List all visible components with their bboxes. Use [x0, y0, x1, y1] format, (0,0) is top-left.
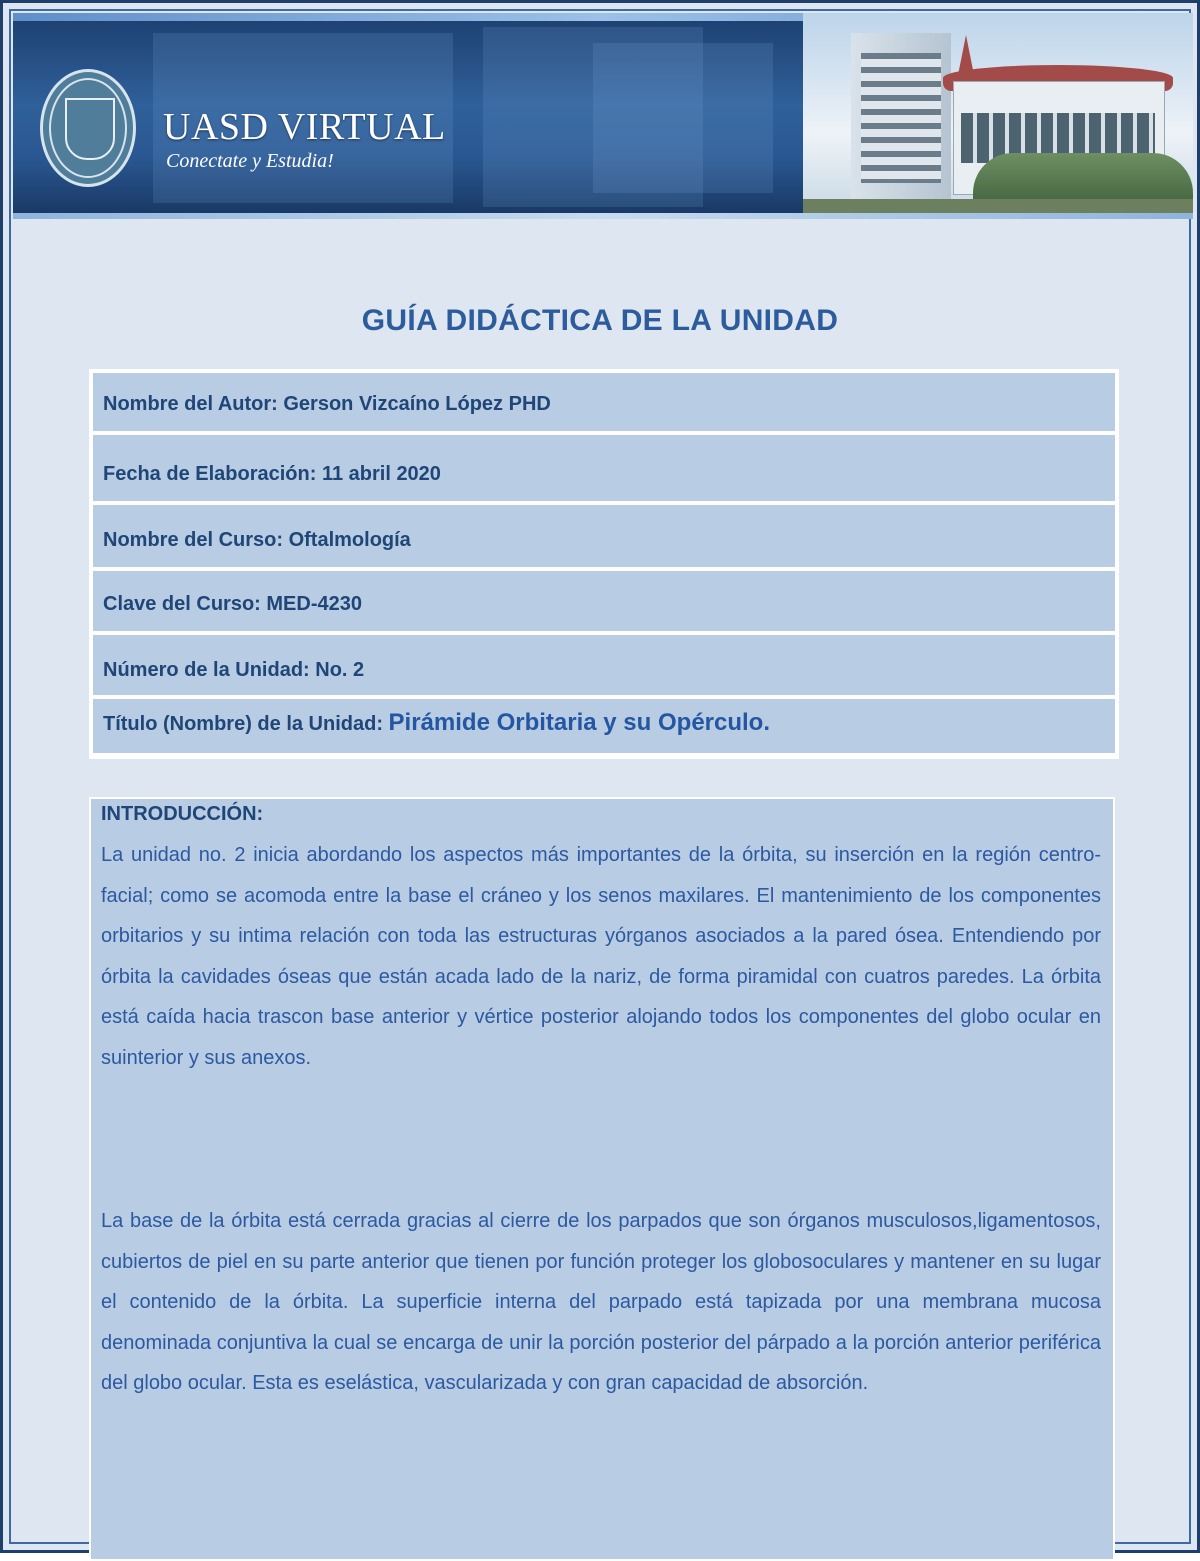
page-title: GUÍA DIDÁCTICA DE LA UNIDAD: [361, 304, 839, 337]
unit-title-value: Pirámide Orbitaria y su Opérculo.: [388, 709, 771, 736]
university-seal-icon: [40, 69, 136, 187]
unit-number-label: Número de la Unidad: No. 2: [103, 659, 365, 681]
introduction-heading: INTRODUCCIÓN:: [101, 803, 264, 825]
author-label: Nombre del Autor: Gerson Vizcaíno López PHD: [103, 393, 551, 415]
info-row-course: [93, 505, 1115, 567]
course-code-label: Clave del Curso: MED-4230: [103, 593, 362, 615]
unit-title-label: Título (Nombre) de la Unidad: Pirámide Orbitaria y su Opérculo.: [103, 709, 771, 736]
brand-title: UASD VIRTUAL: [163, 106, 446, 148]
header-banner: [13, 13, 1193, 219]
info-row-unit-title: [93, 699, 1115, 753]
date-label: Fecha de Elaboración: 11 abril 2020: [103, 463, 441, 485]
intro-paragraph-2: La base de la órbita está cerrada gracias al cierre de los parpados que son órganos musculosos,ligamentosos, cubiertos de piel en su parte anterior que tienen por función proteger los globosoculares y mantener en su lugar el contenido de la órbita. La superficie interna del parpado está tapizada por una membrana mucosa denominada conjuntiva la cual se encarga de unir la porción posterior del párpado a la porción anterior periférica del globo ocular. Esta es eselástica, vascularizada y con gran capacidad de absorción.: [101, 1210, 1101, 1395]
banner-panel: [593, 43, 773, 193]
info-row-unit-number: [93, 635, 1115, 695]
course-info-table: [89, 369, 1119, 759]
info-row-code: [93, 571, 1115, 631]
banner-bottom-strip: [13, 213, 1193, 219]
course-label: Nombre del Curso: Oftalmología: [103, 529, 411, 551]
introduction-section: [89, 797, 1115, 1561]
info-row-author: [93, 373, 1115, 431]
brand-tagline: Conectate y Estudia!: [166, 150, 334, 172]
info-row-date: [93, 435, 1115, 501]
campus-building-image: [803, 13, 1193, 213]
intro-paragraph-1: La unidad no. 2 inicia abordando los aspectos más importantes de la órbita, su inserción en la región centro-facial; como se acomoda entre la base el cráneo y los senos maxilares. El mantenimiento de los componentes orbitarios y su intima relación con toda las estructuras yórganos asociados a la pared ósea. Entendiendo por órbita la cavidades óseas que están acada lado de la nariz, de forma piramidal con cuatros paredes. La órbita está caída hacia trascon base anterior y vértice posterior alojando todos los componentes del globo ocular en suinterior y sus anexos.: [101, 844, 1101, 1069]
